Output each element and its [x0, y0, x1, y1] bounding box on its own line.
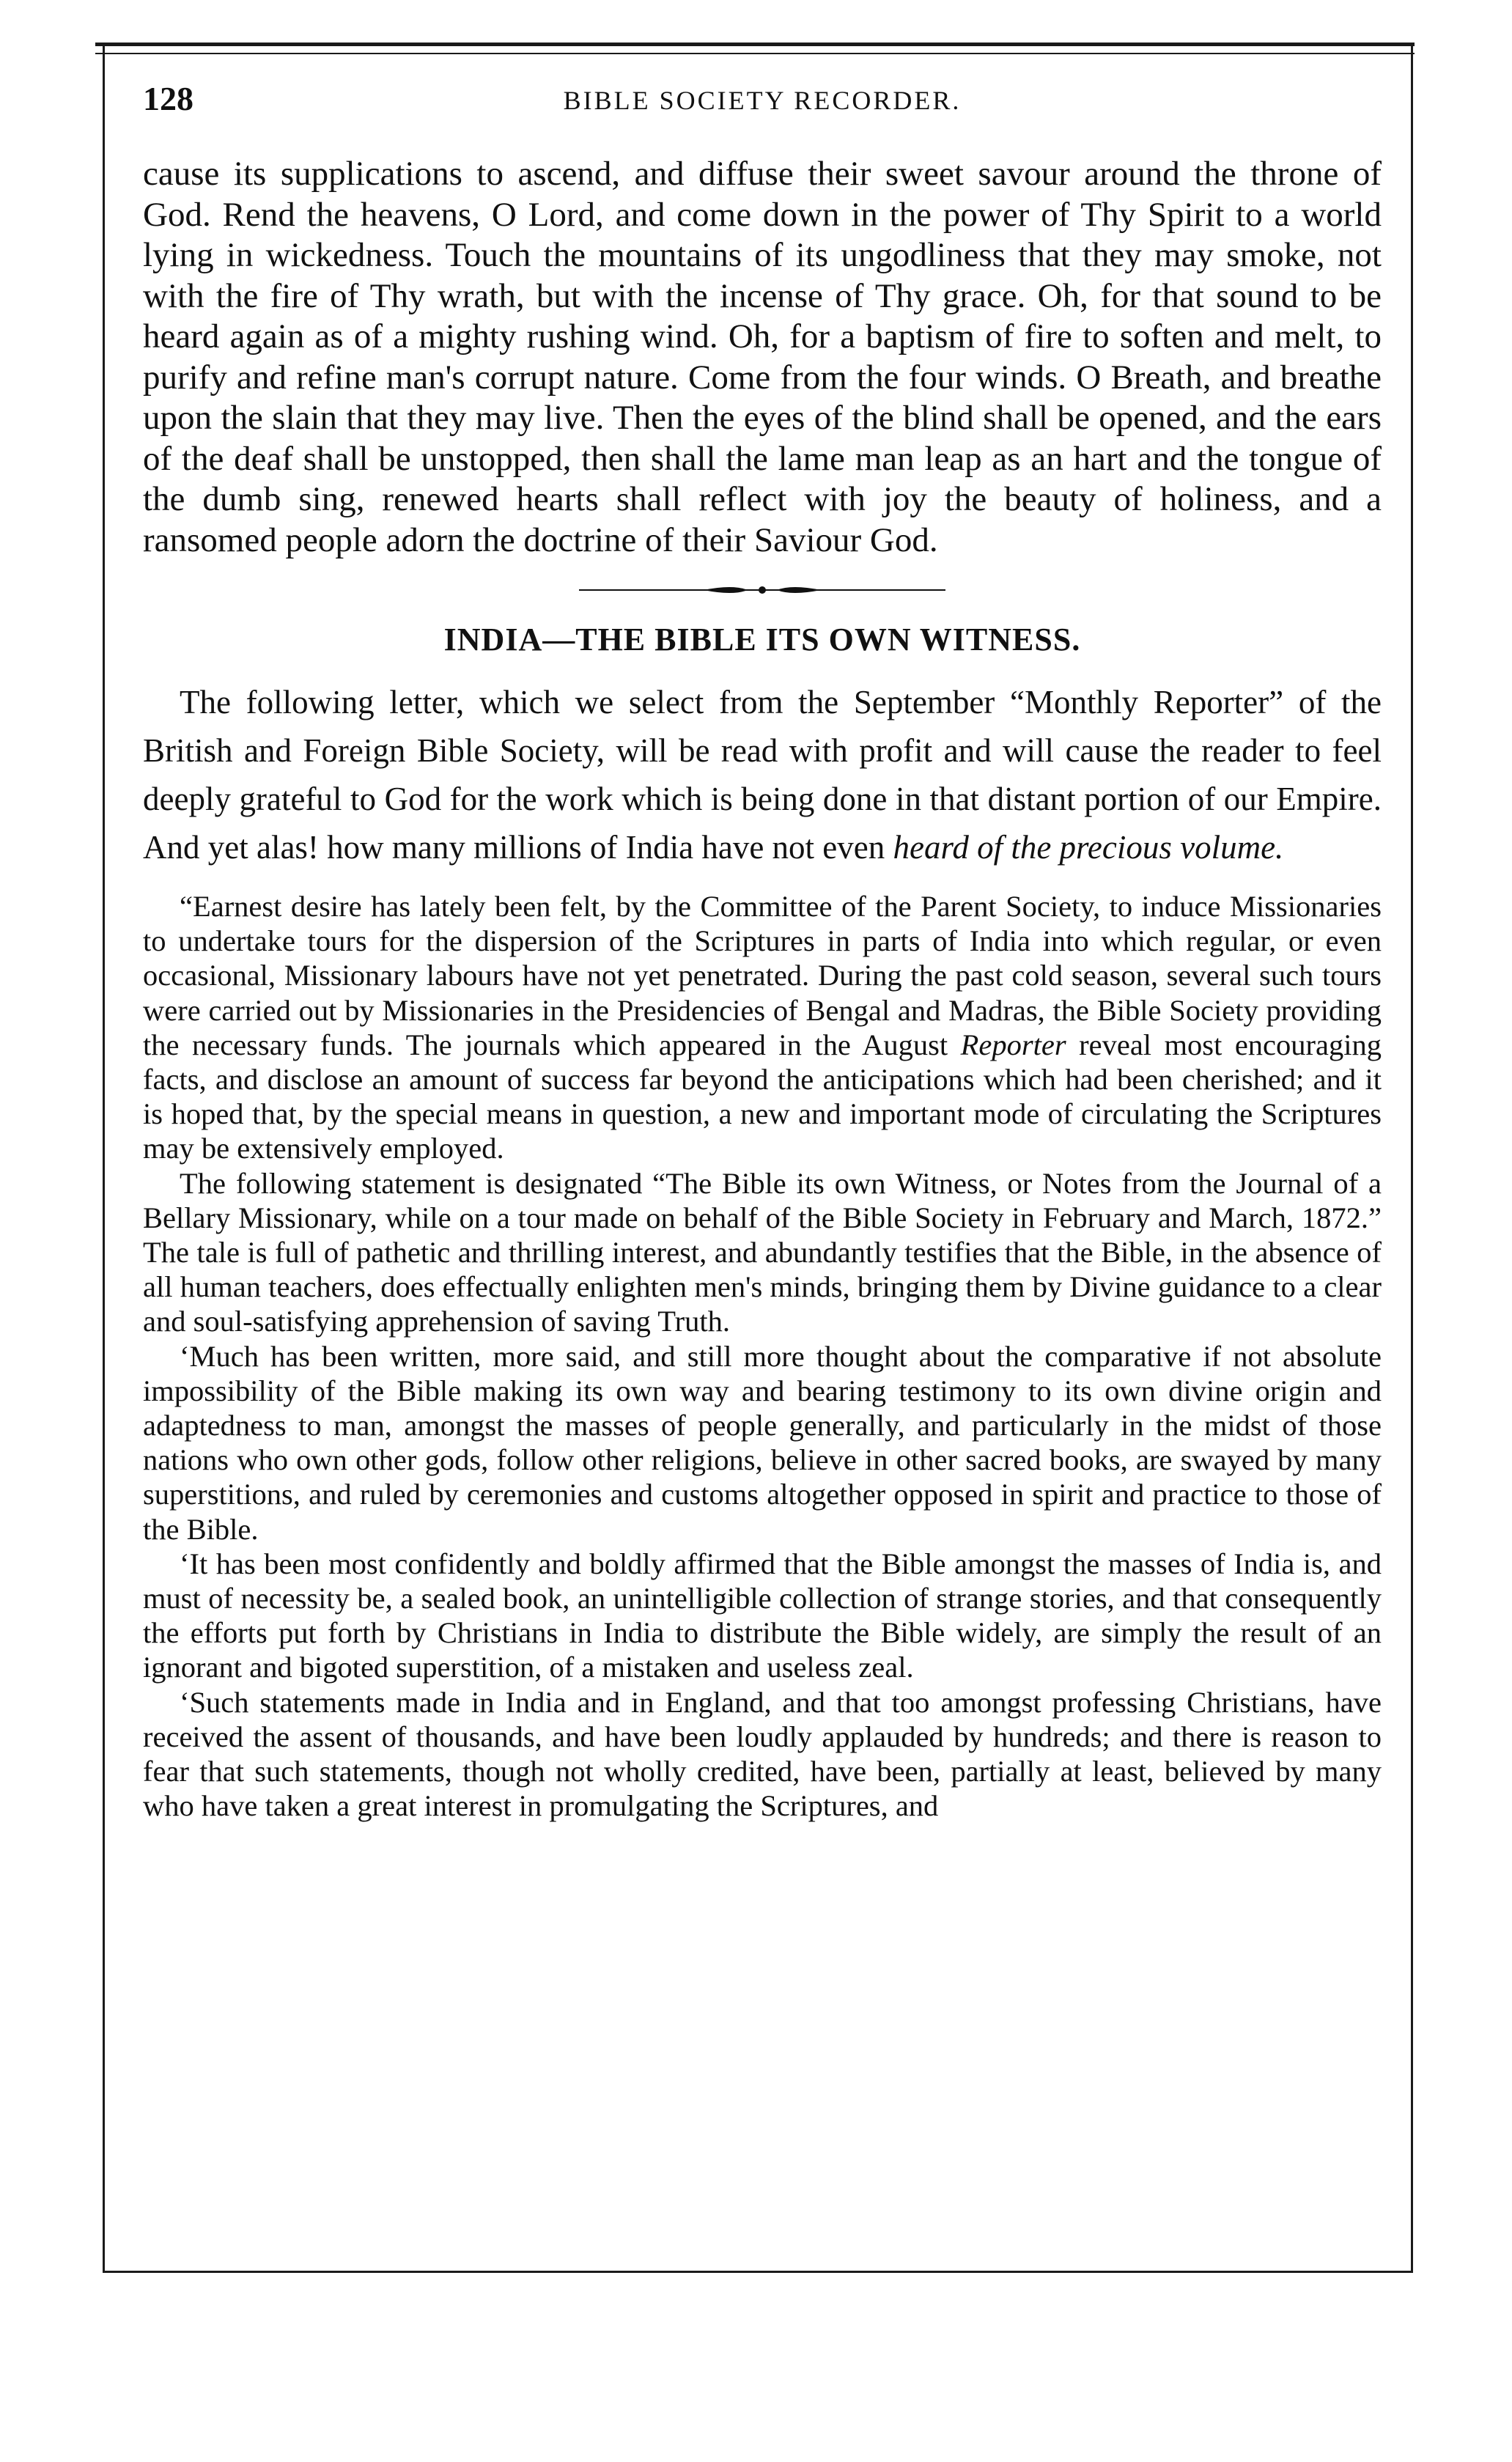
- page-number: 128: [143, 80, 193, 117]
- quote-1-text-end: reveal most encouraging facts, and disclose an amount of success far beyond the anticipations which had been cherished; and it is hoped that, by the special means in question, a new and important mode of circulating the Scriptures may be extensively employed.: [143, 1028, 1382, 1165]
- intro-paragraph: [143, 678, 1382, 871]
- section-divider-ornament: [579, 583, 945, 597]
- quote-paragraph-4: ‘It has been most confidently and boldly affirmed that the Bible amongst the masses of India is, and must of necessity be, a sealed book, an unintelligible collection of strange stories, and that consequently the efforts put forth by Christians in India to distribute the Bible widely, are simply the result of an ignorant and bigoted superstition, of a mistaken and useless zeal.: [143, 1547, 1382, 1684]
- section-heading: INDIA—THE BIBLE ITS OWN WITNESS.: [443, 622, 1081, 657]
- page-header: [143, 79, 1382, 130]
- left-border-rule: [103, 44, 105, 2272]
- quote-1-text: “Earnest desire has lately been felt, by the Committee of the Parent Society, to induce Missionaries to undertake tours for the dispersion of the Scriptures in parts of India into which regular, or even occasional, Missionary labours have not yet penetrated. During the past cold season, several such tours were carried out by Missionaries in the Presidencies of Bengal and Madras, the Bible Society providing the necessary funds. The journals which appeared in the August: [143, 890, 1382, 1061]
- quote-1-emphasis: Reporter: [960, 1028, 1066, 1061]
- right-border-rule: [1411, 44, 1413, 2272]
- continued-paragraph: cause its supplications to ascend, and diffuse their sweet savour around the throne of God. Rend the heavens, O Lord, and come down in the power of Thy Spirit to a world lying in wickedness. Touch the mountains of its ungodliness that they may smoke, not with the fire of Thy wrath, but with the incense of Thy grace. Oh, for that sound to be heard again as of a mighty rushing wind. Oh, for a baptism of fire to soften and melt, to purify and refine man's corrupt nature. Come from the four winds. O Breath, and breathe upon the slain that they may live. Then the eyes of the blind shall be opened, and the ears of the deaf shall be unstopped, then shall the lame man leap as an hart and the tongue of the dumb sing, renewed hearts shall reflect with joy the beauty of holiness, and a ransomed people adorn the doctrine of their Saviour God.: [143, 155, 1382, 559]
- quote-paragraph-3: ‘Much has been written, more said, and still more thought about the comparative if not absolute impossibility of the Bible making its own way and bearing testimony to its own divine origin and adaptedness to man, amongst the masses of people generally, and particularly in the midst of those nations who own other gods, follow other religions, believe in other sacred books, are swayed by many superstitions, and ruled by ceremonies and customs altogether opposed in spirit and practice to those of the Bible.: [143, 1339, 1382, 1546]
- page-content: [143, 154, 1382, 1823]
- running-title: BIBLE SOCIETY RECORDER.: [563, 86, 962, 115]
- intro-text: The following letter, which we select from the September “Monthly Reporter” of the British and Foreign Bible Society, will be read with profit and will cause the reader to feel deeply grateful to God for the work which is being done in that distant portion of our Empire. And yet alas! how many millions of India have not even: [143, 684, 1382, 866]
- bottom-border-rule: [103, 2271, 1413, 2273]
- quote-paragraph-1: [143, 889, 1382, 1166]
- top-border-rule-thin: [95, 53, 1415, 54]
- intro-emphasis: heard of the precious volume.: [893, 829, 1284, 866]
- quote-paragraph-2: The following statement is designated “The Bible its own Witness, or Notes from the Journal of a Bellary Missionary, while on a tour made on behalf of the Bible Society in February and March, 1872.” The tale is full of pathetic and thrilling interest, and abundantly testifies that the Bible, in the absence of all human teachers, does effectually enlighten men's minds, bringing them by Divine guidance to a clear and soul-satisfying apprehension of saving Truth.: [143, 1166, 1382, 1338]
- top-border-rule: [95, 43, 1415, 46]
- quote-paragraph-5: ‘Such statements made in India and in England, and that too amongst professing Christians, have received the assent of thousands, and have been loudly applauded by hundreds; and there is reason to fear that such statements, though not wholly credited, have been, partially at least, believed by many who have taken a great interest in promulgating the Scriptures, and: [143, 1685, 1382, 1823]
